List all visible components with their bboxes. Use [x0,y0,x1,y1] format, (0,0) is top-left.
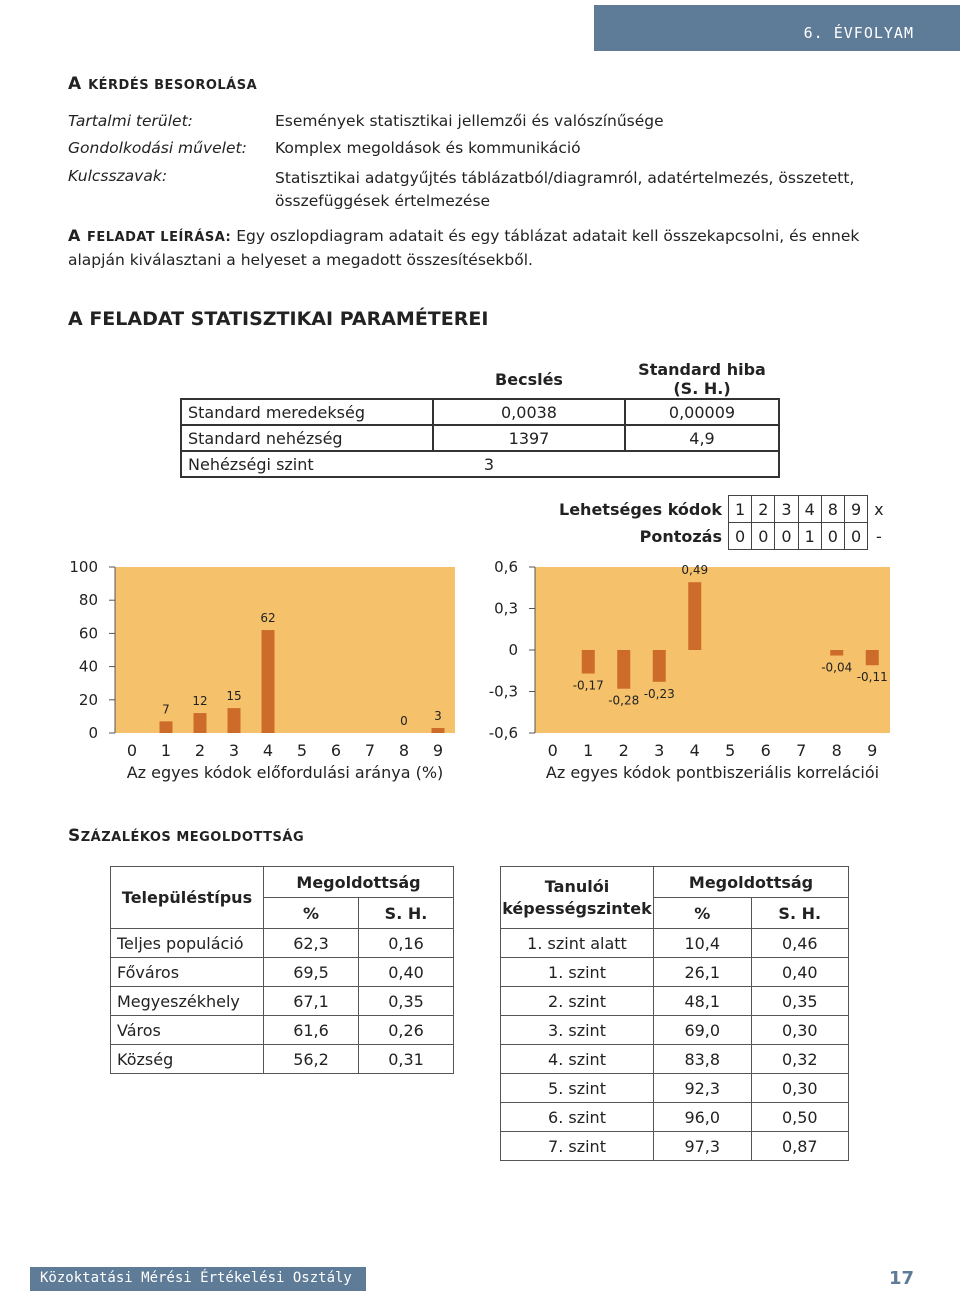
bar [866,650,879,665]
point-cell: 0 [821,523,844,550]
code-cell: 4 [798,496,821,523]
cell-se: 0,26 [359,1016,454,1045]
difficulty-table [180,450,780,478]
page-number: 17 [888,1268,914,1289]
param-row-name: Standard meredekség [181,399,433,425]
data-label: -0,23 [643,686,675,701]
table-row [111,929,454,958]
cell-name: Megyeszékhely [111,987,264,1016]
params-table [180,360,780,452]
x-tick-label: 3 [228,741,240,760]
x-tick-label: 0 [547,741,558,760]
code-cell: x [874,499,884,519]
cell-pct: 92,3 [654,1074,752,1103]
table-row [501,987,849,1016]
cell-se: 0,87 [751,1132,849,1161]
x-tick-label: 6 [760,741,771,760]
cell-pct: 61,6 [264,1016,359,1045]
cell-pct: 10,4 [654,929,752,958]
code-cell: 9 [844,496,867,523]
settlement-col-type: Településtípus [111,867,264,929]
param-row-se: 0,00009 [625,399,779,425]
footer-org: Közoktatási Mérési Értékelési Osztály [40,1270,352,1286]
settlement-table [110,866,454,1074]
data-label: 12 [192,694,208,709]
thinking-operation-label: Gondolkodási művelet: [68,139,247,157]
x-tick-label: 7 [364,741,376,760]
cell-pct: 67,1 [264,987,359,1016]
cell-name: 1. szint [501,958,654,987]
y-tick-label: 40 [78,657,98,676]
x-tick-label: 6 [330,741,342,760]
cell-name: Község [111,1045,264,1074]
cell-se: 0,16 [359,929,454,958]
x-axis-label: Az egyes kódok előfordulási aránya (%) [126,763,444,782]
thinking-operation-value: Komplex megoldások és kommunikáció [275,139,581,157]
table-row [111,1045,454,1074]
code-cell: 3 [775,496,798,523]
data-label: -0,17 [572,678,604,693]
params-col-estimate: Becslés [495,369,563,389]
bar [688,582,701,650]
bar [228,708,241,733]
y-tick-label: 0 [508,641,518,659]
point-cell: 0 [844,523,867,550]
x-tick-label: 0 [126,741,138,760]
keywords-label: Kulcsszavak: [68,167,168,185]
cell-name: Főváros [111,958,264,987]
x-tick-label: 4 [689,741,700,760]
cell-se: 0,35 [359,987,454,1016]
param-row-se: 4,9 [625,425,779,451]
cell-name: 6. szint [501,1103,654,1132]
cell-pct: 97,3 [654,1132,752,1161]
settlement-col-pct: % [264,898,359,929]
x-tick-label: 1 [583,741,594,760]
ability-col-se: S. H. [751,898,849,929]
cell-se: 0,30 [751,1074,849,1103]
cell-name: 7. szint [501,1132,654,1161]
ability-col-type: Tanulói képességszintek [501,867,654,929]
params-col-se: Standard hiba (S. H.) [638,360,766,398]
data-label: 7 [162,702,170,717]
x-tick-label: 3 [654,741,665,760]
bar [582,650,595,674]
cell-name: 5. szint [501,1074,654,1103]
content-area-value: Események statisztikai jellemzői és valószínűsége [275,112,664,130]
x-tick-label: 5 [296,741,308,760]
table-row [501,1016,849,1045]
cell-pct: 56,2 [264,1045,359,1074]
bar [653,650,666,682]
cell-name: 4. szint [501,1045,654,1074]
cell-pct: 62,3 [264,929,359,958]
y-tick-label: 100 [69,558,98,576]
param-row-est: 0,0038 [433,399,625,425]
bar [830,650,843,656]
y-tick-label: 20 [78,690,98,709]
table-row [501,958,849,987]
x-tick-label: 9 [867,741,878,760]
y-tick-label: 0,6 [494,558,518,576]
cell-name: 1. szint alatt [501,929,654,958]
correlation-chart [480,555,900,787]
y-tick-label: 80 [78,591,98,610]
point-cell: 0 [752,523,775,550]
cell-pct: 69,0 [654,1016,752,1045]
bar [160,721,173,733]
code-cell: 2 [752,496,775,523]
cell-se: 0,50 [751,1103,849,1132]
x-axis-label: Az egyes kódok pontbiszeriális korrelációi [545,763,880,782]
x-tick-label: 8 [831,741,842,760]
cell-pct: 96,0 [654,1103,752,1132]
points-label: Pontozás [639,526,722,546]
ability-col-pct: % [654,898,752,929]
cell-pct: 83,8 [654,1045,752,1074]
data-label: 3 [434,709,442,724]
cell-name: Teljes populáció [111,929,264,958]
settlement-col-se: S. H. [359,898,454,929]
params-title: A FELADAT STATISZTIKAI PARAMÉTEREI [68,308,489,330]
content-area-label: Tartalmi terület: [68,112,193,130]
solution-title: SZÁZALÉKOS MEGOLDOTTSÁG [68,826,305,846]
cell-se: 0,31 [359,1045,454,1074]
code-cell: 8 [821,496,844,523]
difficulty-value: 3 [384,451,779,477]
cell-se: 0,32 [751,1045,849,1074]
param-row-name: Standard nehézség [181,425,433,451]
y-tick-label: 0,3 [494,599,518,618]
x-tick-label: 7 [796,741,807,760]
table-row [501,1045,849,1074]
grade-label: 6. ÉVFOLYAM [803,24,914,42]
table-row [501,1074,849,1103]
codes-label: Lehetséges kódok [559,499,722,519]
cell-name: Város [111,1016,264,1045]
point-cell: 0 [775,523,798,550]
table-row [111,958,454,987]
ability-col-group: Megoldottság [654,867,849,898]
cell-se: 0,35 [751,987,849,1016]
y-tick-label: 60 [78,624,98,643]
task-description-text: Egy oszlopdiagram adatait és egy táblázat adatait kell összekapcsolni, és ennek alapján kiválasztani a helyeset a megadott összesítésekből. [68,227,860,269]
ability-table [500,866,849,1161]
y-tick-label: -0,6 [488,724,518,742]
cell-se: 0,30 [751,1016,849,1045]
data-label: 0 [400,714,408,728]
data-label: 0,49 [681,563,709,578]
bar [432,728,445,733]
data-label: 62 [260,611,276,626]
data-label: -0,11 [856,670,888,685]
keywords-value: Statisztikai adatgyűjtés táblázatból/diagramról, adatértelmezés, összetett, összefüggések értelmezése [275,169,855,210]
x-tick-label: 2 [618,741,629,760]
x-tick-label: 9 [432,741,444,760]
data-label: -0,28 [608,693,640,708]
point-cell: - [875,526,882,546]
table-row [111,1016,454,1045]
x-tick-label: 8 [398,741,410,760]
cell-name: 2. szint [501,987,654,1016]
cell-name: 3. szint [501,1016,654,1045]
table-row [501,1132,849,1161]
bar [262,630,275,733]
classification-title: A KÉRDÉS BESOROLÁSA [68,74,258,94]
point-cell: 1 [798,523,821,550]
task-description: A FELADAT LEÍRÁSA: Egy oszlopdiagram adatait és egy táblázat adatait kell összekapcsolni, és ennek alapján kiválasztani a helyeset a megadott összesítésekből. [68,226,860,269]
x-tick-label: 1 [160,741,172,760]
data-label: 15 [226,689,242,704]
cell-se: 0,40 [751,958,849,987]
data-label: -0,04 [821,660,853,675]
y-tick-label: 0 [88,724,98,742]
difficulty-label: Nehézségi szint [181,451,384,477]
codes-table [553,495,890,550]
table-row [501,1103,849,1132]
bar [194,713,207,733]
param-row-est: 1397 [433,425,625,451]
cell-se: 0,46 [751,929,849,958]
table-row [111,987,454,1016]
code-cell: 1 [729,496,752,523]
table-row [501,929,849,958]
settlement-col-group: Megoldottság [264,867,454,898]
x-tick-label: 5 [725,741,736,760]
bar [617,650,630,689]
point-cell: 0 [729,523,752,550]
x-tick-label: 2 [194,741,206,760]
cell-pct: 26,1 [654,958,752,987]
frequency-chart [60,555,460,787]
y-tick-label: -0,3 [488,682,518,701]
cell-pct: 69,5 [264,958,359,987]
x-tick-label: 4 [262,741,274,760]
cell-se: 0,40 [359,958,454,987]
cell-pct: 48,1 [654,987,752,1016]
